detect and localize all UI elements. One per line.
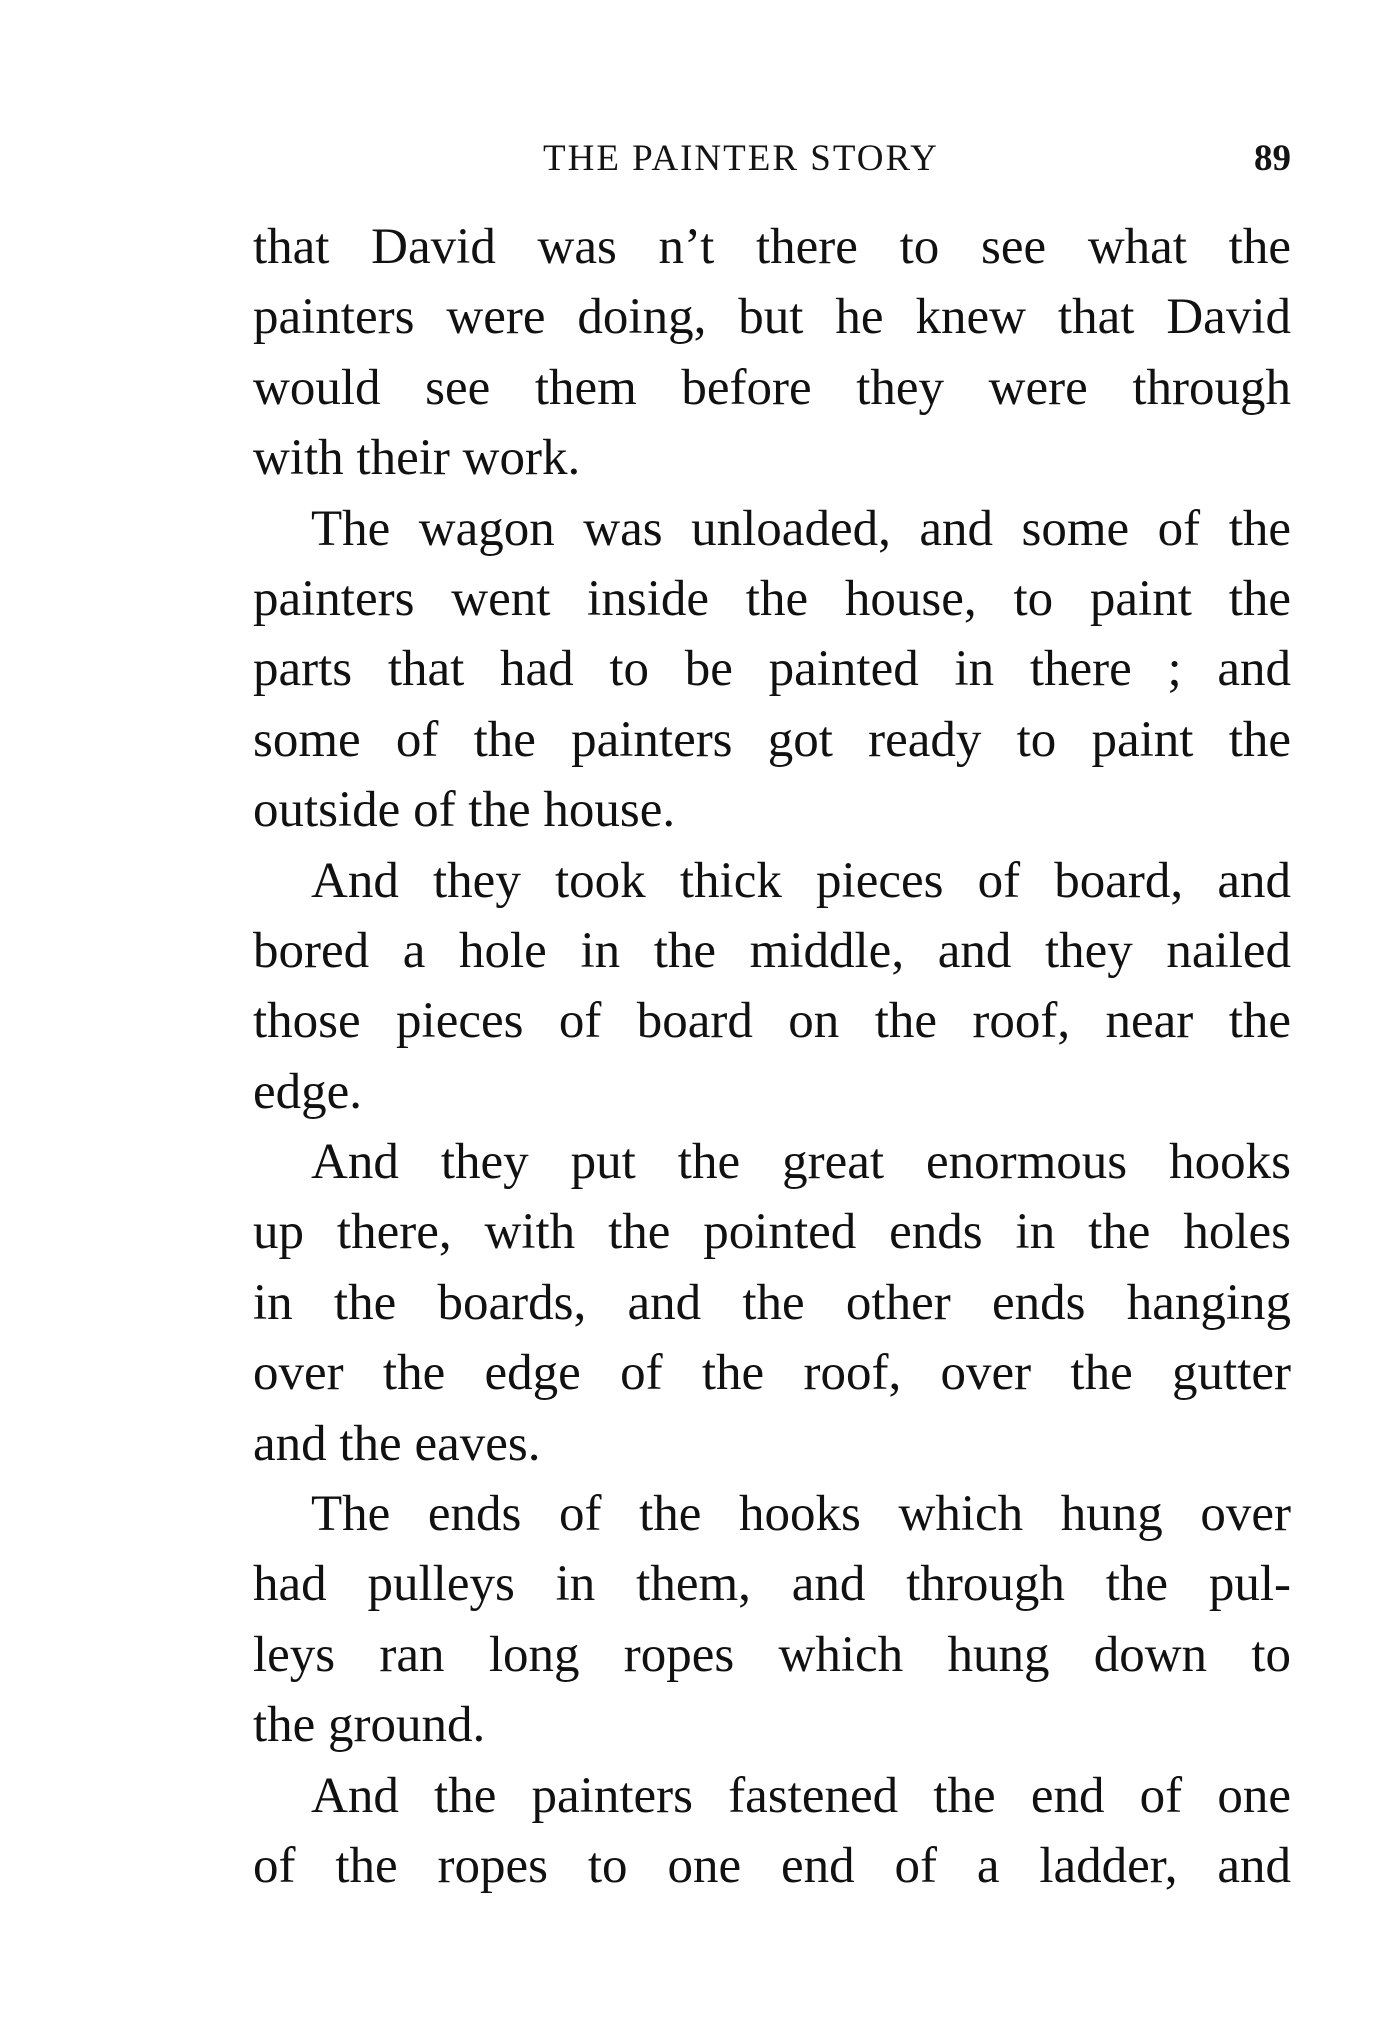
- text-line: outside of the house.: [253, 782, 676, 839]
- paragraph: [253, 494, 1291, 846]
- text-line: the ground.: [253, 1697, 486, 1754]
- paragraph: [253, 846, 1291, 1128]
- text-line: painters were doing, but he knew that David: [253, 289, 1291, 346]
- text-line: had pulleys in them, and through the pul-: [253, 1556, 1291, 1613]
- text-line: bored a hole in the middle, and they nailed: [253, 922, 1291, 979]
- text-line: And they took thick pieces of board, and: [311, 852, 1291, 909]
- text-line: of the ropes to one end of a ladder, and: [253, 1837, 1291, 1894]
- text-line: up there, with the pointed ends in the holes: [253, 1204, 1291, 1261]
- running-title: THE PAINTER STORY: [543, 138, 939, 179]
- text-line: some of the painters got ready to paint the: [253, 711, 1291, 768]
- text-line: those pieces of board on the roof, near the: [253, 993, 1291, 1050]
- paragraph: [253, 1127, 1291, 1479]
- page-number: 89: [1254, 138, 1291, 179]
- text-line: The ends of the hooks which hung over: [311, 1486, 1291, 1543]
- text-line: would see them before they were through: [253, 359, 1291, 416]
- text-line: with their work.: [253, 430, 581, 487]
- text-line: edge.: [253, 1063, 363, 1120]
- text-line: and the eaves.: [253, 1415, 541, 1472]
- body-text: [253, 212, 1291, 1901]
- text-line: parts that had to be painted in there ; and: [253, 641, 1291, 698]
- text-line: The wagon was unloaded, and some of the: [311, 500, 1291, 557]
- text-line: that David was n’t there to see what the: [253, 219, 1291, 275]
- text-line: leys ran long ropes which hung down to: [253, 1626, 1291, 1683]
- paragraph: [253, 1479, 1291, 1761]
- text-line: painters went inside the house, to paint the: [253, 570, 1291, 627]
- paragraph: [253, 1761, 1291, 1902]
- text-line: And the painters fastened the end of one: [311, 1767, 1291, 1824]
- running-head: [253, 137, 1291, 177]
- text-line: And they put the great enormous hooks: [311, 1134, 1291, 1191]
- text-line: in the boards, and the other ends hanging: [253, 1274, 1291, 1331]
- paragraph: [253, 212, 1291, 494]
- text-line: over the edge of the roof, over the gutter: [253, 1345, 1291, 1402]
